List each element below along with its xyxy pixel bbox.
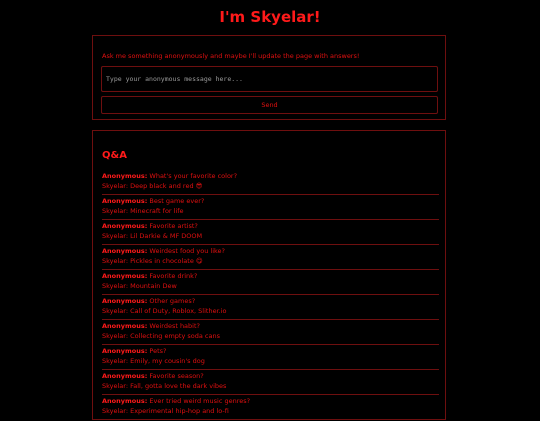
qa-item (102, 371, 439, 395)
question-line (102, 247, 439, 257)
answer-text: Skyelar: Pickles in chocolate 😋 (102, 256, 203, 265)
asker-label: Anonymous: (102, 397, 148, 405)
qa-item (102, 196, 439, 220)
asker-label: Anonymous: (102, 322, 148, 330)
question-line (102, 372, 439, 382)
qa-item (102, 296, 439, 320)
question-line (102, 272, 439, 282)
question-line (102, 172, 439, 182)
ask-panel (92, 35, 446, 120)
question-line (102, 322, 439, 332)
asker-label: Anonymous: (102, 222, 148, 230)
question-text: Favorite season? (149, 372, 204, 380)
question-text: Favorite drink? (149, 272, 198, 280)
answer-text: Skyelar: Deep black and red 😎 (102, 181, 203, 190)
answer-text: Skyelar: Emily, my cousin's dog (102, 356, 205, 365)
question-text: Weirdest food you like? (149, 247, 225, 255)
answer-text: Skyelar: Experimental hip-hop and lo-fi (102, 406, 229, 415)
answer-text: Skyelar: Collecting empty soda cans (102, 331, 220, 340)
qa-list (102, 171, 439, 421)
asker-label: Anonymous: (102, 197, 148, 205)
answer-text: Skyelar: Lil Darkie & MF DOOM (102, 231, 203, 240)
qa-heading: Q&A (102, 150, 127, 161)
question-text: Best game ever? (149, 197, 205, 205)
qa-item (102, 271, 439, 295)
question-line (102, 222, 439, 232)
anonymous-message-input[interactable] (101, 66, 438, 92)
asker-label: Anonymous: (102, 347, 148, 355)
answer-text: Skyelar: Minecraft for life (102, 206, 184, 215)
asker-label: Anonymous: (102, 172, 148, 180)
qa-item (102, 396, 439, 420)
qa-item (102, 246, 439, 270)
question-text: Ever tried weird music genres? (149, 397, 251, 405)
asker-label: Anonymous: (102, 272, 148, 280)
question-line (102, 297, 439, 307)
question-line (102, 197, 439, 207)
qa-item (102, 321, 439, 345)
question-text: Pets? (149, 347, 167, 355)
send-button[interactable]: Send (101, 96, 438, 114)
answer-text: Skyelar: Fall, gotta love the dark vibes (102, 381, 227, 390)
question-line (102, 397, 439, 407)
asker-label: Anonymous: (102, 297, 148, 305)
question-text: Favorite artist? (149, 222, 198, 230)
question-text: What's your favorite color? (149, 172, 238, 180)
question-text: Weirdest habit? (149, 322, 200, 330)
answer-text: Skyelar: Call of Duty, Roblox, Slither.io (102, 306, 227, 315)
qa-panel (92, 130, 446, 420)
page-title: I'm Skyelar! (219, 8, 321, 26)
asker-label: Anonymous: (102, 247, 148, 255)
qa-item (102, 171, 439, 195)
asker-label: Anonymous: (102, 372, 148, 380)
question-line (102, 347, 439, 357)
qa-item (102, 346, 439, 370)
question-text: Other games? (149, 297, 196, 305)
qa-item (102, 221, 439, 245)
answer-text: Skyelar: Mountain Dew (102, 281, 177, 290)
ask-intro-text: Ask me something anonymously and maybe I'll update the page with answers! (102, 52, 360, 60)
